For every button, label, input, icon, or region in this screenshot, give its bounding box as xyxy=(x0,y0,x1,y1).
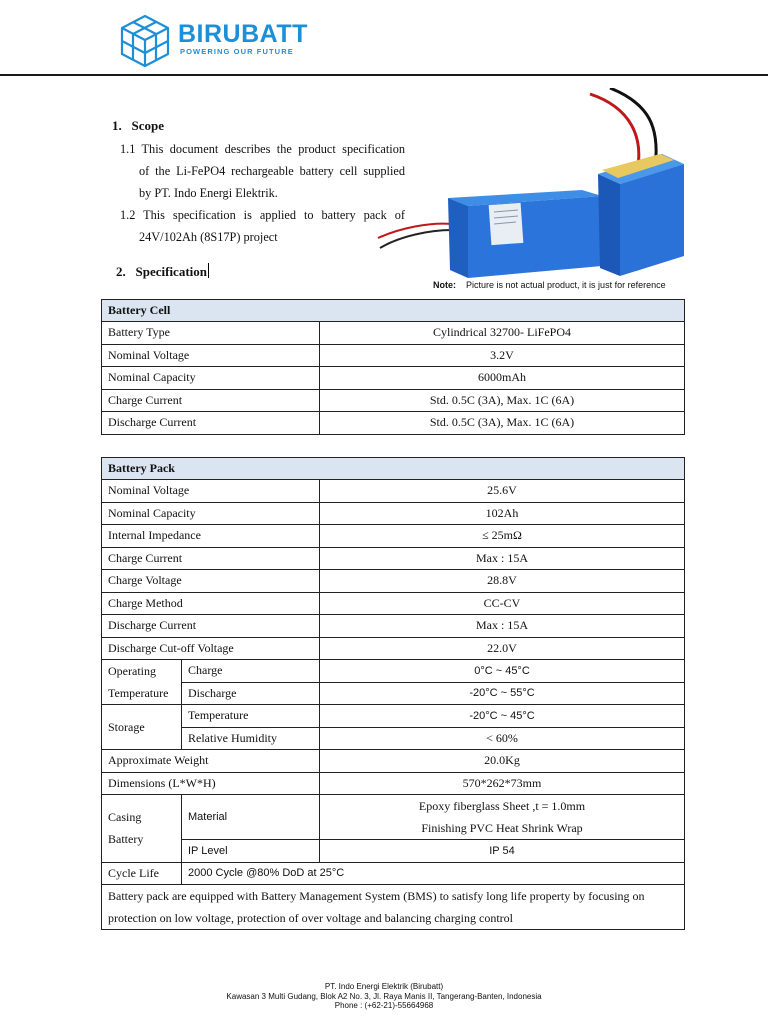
bms-note: Battery pack are equipped with Battery Management System (BMS) to satisfy long life property by focusing on protection on low voltage, protection of over voltage and balancing charging control xyxy=(102,885,685,930)
battery-cell-title: Battery Cell xyxy=(102,300,685,322)
humidity-label: Relative Humidity xyxy=(182,727,320,750)
row-label: Charge Method xyxy=(102,592,320,615)
scope-paragraph-1 xyxy=(120,138,405,204)
table-row xyxy=(102,660,685,683)
specification-heading-text: 2. Specification xyxy=(116,264,207,279)
operating-temperature-label xyxy=(102,660,182,705)
row-value: Cylindrical 32700- LiFePO4 xyxy=(320,322,685,345)
material-label: Material xyxy=(182,795,320,840)
scope-paragraph-2 xyxy=(120,204,405,248)
weight-label: Approximate Weight xyxy=(102,750,320,773)
row-value: Max : 15A xyxy=(320,547,685,570)
note-label: Note: xyxy=(433,280,456,290)
row-label: Nominal Voltage xyxy=(102,480,320,503)
row-label: Discharge Cut-off Voltage xyxy=(102,637,320,660)
row-label: Battery Type xyxy=(102,322,320,345)
row-value: ≤ 25mΩ xyxy=(320,525,685,548)
table-row xyxy=(102,840,685,863)
row-label: Nominal Voltage xyxy=(102,344,320,367)
row-value: 6000mAh xyxy=(320,367,685,390)
row-label: Discharge Current xyxy=(102,412,320,435)
dimensions-value: 570*262*73mm xyxy=(320,772,685,795)
weight-value: 20.0Kg xyxy=(320,750,685,773)
table-row xyxy=(102,322,685,345)
battery-pack-picture xyxy=(370,88,690,288)
casing-label-line2: Battery xyxy=(108,832,144,847)
table-row xyxy=(102,412,685,435)
table-row xyxy=(102,772,685,795)
row-value: Std. 0.5C (3A), Max. 1C (6A) xyxy=(320,412,685,435)
note-text: Picture is not actual product, it is just for reference xyxy=(466,280,666,290)
table-row xyxy=(102,502,685,525)
scope-p2-line1: 1.2 This specification is applied to battery pack of xyxy=(120,208,405,222)
humidity-value: < 60% xyxy=(320,727,685,750)
battery-pack-title: Battery Pack xyxy=(102,458,685,480)
table-row xyxy=(102,727,685,750)
row-value: Std. 0.5C (3A), Max. 1C (6A) xyxy=(320,389,685,412)
row-value: 25.6V xyxy=(320,480,685,503)
cycle-life-label: Cycle Life xyxy=(102,862,182,885)
table-row xyxy=(102,705,685,728)
row-value: 22.0V xyxy=(320,637,685,660)
casing-label-line1: Casing xyxy=(108,810,142,825)
row-value: 3.2V xyxy=(320,344,685,367)
picture-note xyxy=(433,280,666,290)
specification-heading xyxy=(116,263,209,280)
battery-cell-table xyxy=(101,299,685,435)
footer-phone: Phone : (+62-21)-55664968 xyxy=(334,1001,434,1010)
table-row xyxy=(102,862,685,885)
table-row xyxy=(102,592,685,615)
scope-heading: 1. Scope xyxy=(112,118,164,133)
ip-level-label: IP Level xyxy=(182,840,320,863)
row-value: Max : 15A xyxy=(320,615,685,638)
storage-temp-label: Temperature xyxy=(182,705,320,728)
footer-address: Kawasan 3 Multi Gudang, Blok A2 No. 3, Jl. Raya Manis II, Tangerang-Banten, Indonesia xyxy=(226,991,542,1001)
row-label: Charge Voltage xyxy=(102,570,320,593)
row-value: 102Ah xyxy=(320,502,685,525)
operating-label-line2: Temperature xyxy=(108,686,169,700)
brand-tagline: POWERING OUR FUTURE xyxy=(180,47,294,56)
dimensions-label: Dimensions (L*W*H) xyxy=(102,772,320,795)
row-value: CC-CV xyxy=(320,592,685,615)
table-row xyxy=(102,885,685,930)
row-value: 28.8V xyxy=(320,570,685,593)
table-header-row xyxy=(102,458,685,480)
header-divider xyxy=(0,74,768,76)
table-row xyxy=(102,637,685,660)
footer-company: PT. Indo Energi Elektrik (Birubatt) xyxy=(324,982,444,991)
table-header-row xyxy=(102,300,685,322)
text-cursor xyxy=(208,263,209,278)
table-row xyxy=(102,389,685,412)
scope-p2-line2: 24V/102Ah (8S17P) project xyxy=(139,230,278,244)
storage-temp-value: -20°C ~ 45°C xyxy=(320,705,685,728)
ip-level-value: IP 54 xyxy=(320,840,685,863)
charge-temp-value: 0°C ~ 45°C xyxy=(320,660,685,683)
table-row xyxy=(102,480,685,503)
row-label: Charge Current xyxy=(102,389,320,412)
table-row xyxy=(102,682,685,705)
material-value xyxy=(320,795,685,840)
discharge-temp-value: -20°C ~ 55°C xyxy=(320,682,685,705)
brand-name: BIRUBATT xyxy=(178,20,308,48)
table-row xyxy=(102,525,685,548)
discharge-temp-label: Discharge xyxy=(182,682,320,705)
material-line2: Finishing PVC Heat Shrink Wrap xyxy=(421,821,583,835)
row-label: Charge Current xyxy=(102,547,320,570)
row-label: Nominal Capacity xyxy=(102,367,320,390)
row-label: Nominal Capacity xyxy=(102,502,320,525)
casing-battery-label xyxy=(102,795,182,863)
table-row xyxy=(102,750,685,773)
storage-label: Storage xyxy=(102,705,182,750)
scope-p1-line2: of the Li-FePO4 rechargeable battery cell supplied xyxy=(139,164,405,178)
charge-temp-label: Charge xyxy=(182,660,320,683)
battery-pack-table xyxy=(101,457,685,930)
scope-p1-line3: by PT. Indo Energi Elektrik. xyxy=(139,186,278,200)
table-row xyxy=(102,547,685,570)
table-row xyxy=(102,367,685,390)
material-line1: Epoxy fiberglass Sheet ,t = 1.0mm xyxy=(418,799,586,813)
table-row xyxy=(102,615,685,638)
operating-label-line1: Operating xyxy=(108,664,156,678)
row-label: Internal Impedance xyxy=(102,525,320,548)
table-row xyxy=(102,795,685,840)
cycle-life-value: 2000 Cycle @80% DoD at 25°C xyxy=(182,862,685,885)
table-row xyxy=(102,570,685,593)
footer xyxy=(0,982,768,1011)
table-row xyxy=(102,344,685,367)
scope-p1-line1: 1.1 This document describes the product specification xyxy=(120,142,405,156)
row-label: Discharge Current xyxy=(102,615,320,638)
